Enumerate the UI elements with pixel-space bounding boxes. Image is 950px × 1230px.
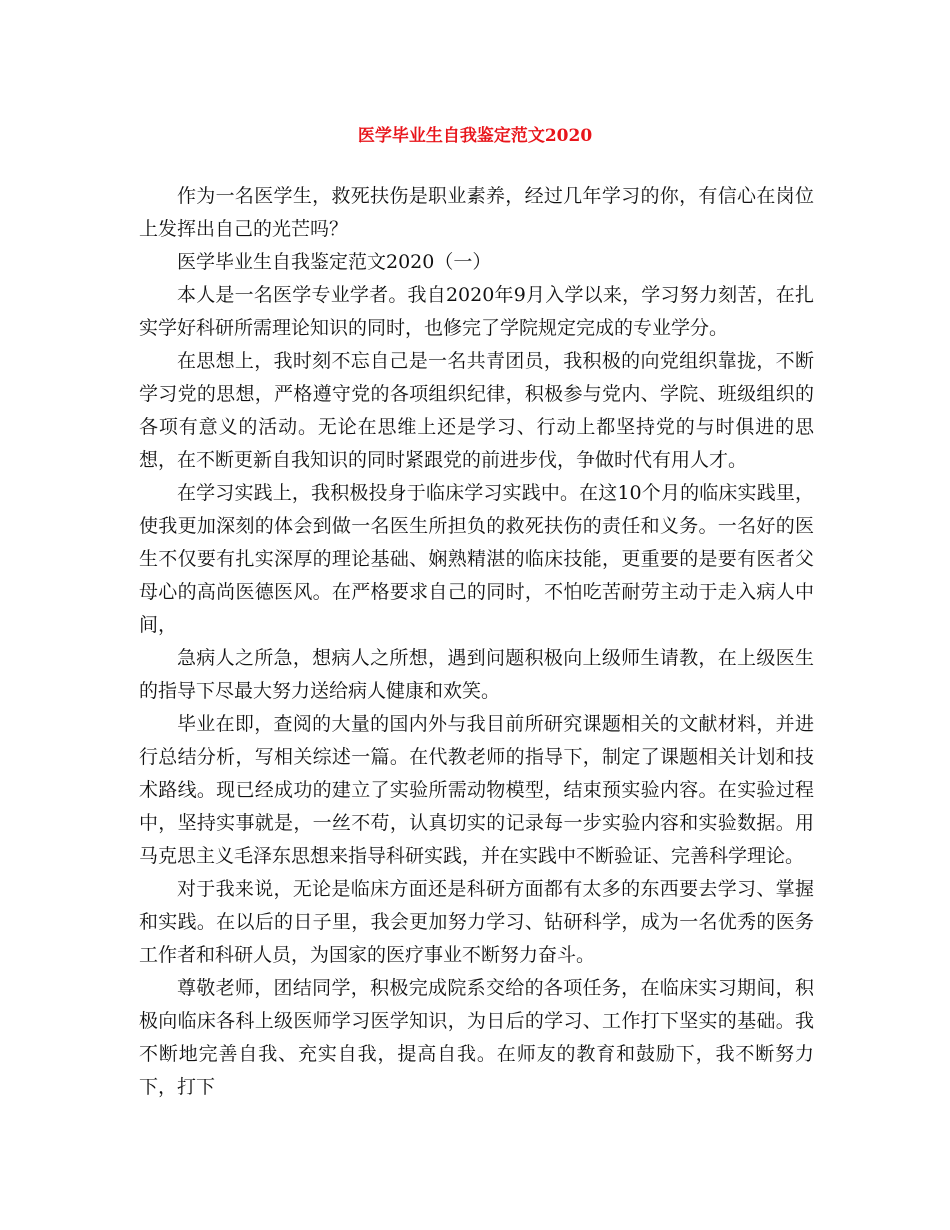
body-paragraph: 在思想上，我时刻不忘自己是一名共青团员，我积极的向党组织靠拢，不断学习党的思想，严格遵守党的各项组织纪律，积极参与党内、学院、班级组织的各项有意义的活动。无论在思维上还是学习、行动上都坚持党的与时俱进的思想，在不断更新自我知识的同时紧跟党的前进步伐，争做时代有用人才。 [139, 350, 814, 471]
document-body [139, 180, 814, 1104]
intro-paragraph: 作为一名医学生，救死扶伤是职业素养，经过几年学习的你，有信心在岗位上发挥出自己的光芒吗？ [139, 185, 814, 240]
section-heading: 医学毕业生自我鉴定范文2020（一） [177, 251, 492, 273]
body-paragraph: 急病人之所急，想病人之所想，遇到问题积极向上级师生请教，在上级医生的指导下尽最大努力送给病人健康和欢笑。 [139, 647, 814, 702]
document-title: 医学毕业生自我鉴定范文2020 [357, 126, 593, 146]
body-paragraph: 对于我来说，无论是临床方面还是科研方面都有太多的东西要去学习、掌握和实践。在以后的日子里，我会更加努力学习、钻研科学，成为一名优秀的医务工作者和科研人员，为国家的医疗事业不断努力奋斗。 [139, 878, 814, 966]
body-paragraph: 本人是一名医学专业学者。我自2020年9月入学以来，学习努力刻苦，在扎实学好科研所需理论知识的同时，也修完了学院规定完成的专业学分。 [139, 284, 814, 339]
body-paragraph: 尊敬老师，团结同学，积极完成院系交给的各项任务，在临床实习期间，积极向临床各科上级医师学习医学知识，为日后的学习、工作打下坚实的基础。我不断地完善自我、充实自我，提高自我。在师友的教育和鼓励下，我不断努力下，打下 [139, 977, 814, 1098]
body-paragraph: 毕业在即，查阅的大量的国内外与我目前所研究课题相关的文献材料，并进行总结分析，写相关综述一篇。在代教老师的指导下，制定了课题相关计划和技术路线。现已经成功的建立了实验所需动物模型，结束预实验内容。在实验过程中，坚持实事就是，一丝不苟，认真切实的记录每一步实验内容和实验数据。用马克思主义毛泽东思想来指导科研实践，并在实践中不断验证、完善科学理论。 [139, 713, 814, 867]
body-paragraph: 在学习实践上，我积极投身于临床学习实践中。在这10个月的临床实践里，使我更加深刻的体会到做一名医生所担负的救死扶伤的责任和义务。一名好的医生不仅要有扎实深厚的理论基础、娴熟精湛的临床技能，更重要的是要有医者父母心的高尚医德医风。在严格要求自己的同时，不怕吃苦耐劳主动于走入病人中间， [139, 482, 814, 636]
